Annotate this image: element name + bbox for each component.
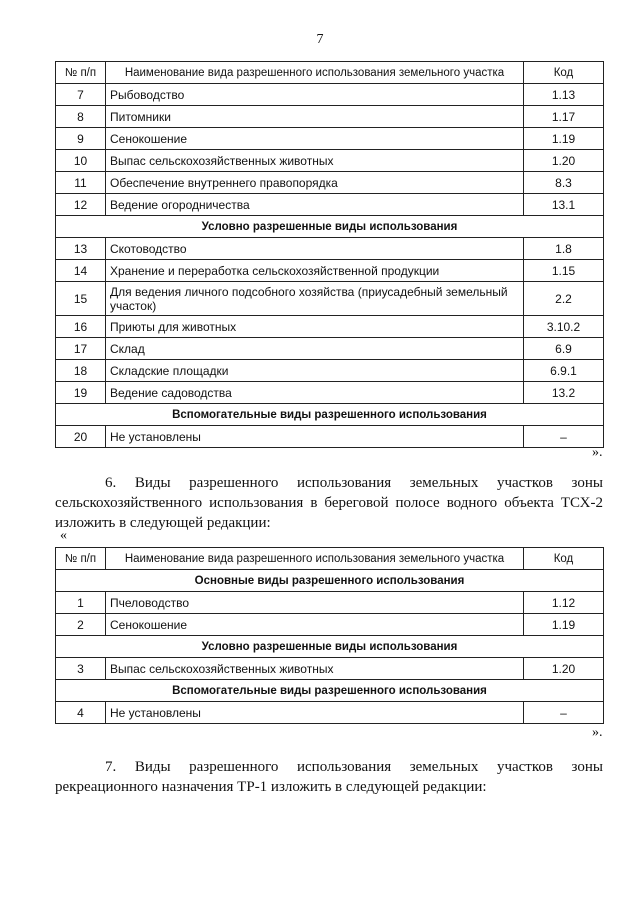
row-code: 8.3 [524,172,604,194]
row-name: Не установлены [106,702,524,724]
table-row [56,282,604,316]
paragraph-6-first-line: 6. Виды разрешенного использования земельных участков зоны [105,475,603,491]
table-row [56,382,604,404]
table-row [56,172,604,194]
header-code: Код [524,62,604,84]
table-header-row [56,548,604,570]
section-title-conditional: Условно разрешенные виды использования [56,216,604,238]
section-title-auxiliary: Вспомогательные виды разрешенного использования [56,404,604,426]
table-row [56,84,604,106]
row-name: Пчеловодство [106,592,524,614]
row-code: 1.20 [524,150,604,172]
row-num: 19 [56,382,106,404]
row-num: 1 [56,592,106,614]
row-code: 13.1 [524,194,604,216]
table-row [56,702,604,724]
paragraph-7-first-line: 7. Виды разрешенного использования земельных участков зоны [105,759,603,775]
row-name: Скотоводство [106,238,524,260]
table-header-row [56,62,604,84]
row-num: 13 [56,238,106,260]
paragraph-6 [55,473,603,533]
row-num: 2 [56,614,106,636]
table-row [56,592,604,614]
row-code: 1.19 [524,614,604,636]
row-num: 9 [56,128,106,150]
row-name: Рыбоводство [106,84,524,106]
page-number: 7 [316,32,324,47]
row-num: 3 [56,658,106,680]
row-num: 4 [56,702,106,724]
land-use-table-2 [55,547,604,724]
table-row [56,658,604,680]
paragraph-7 [55,757,603,797]
row-code: 1.20 [524,658,604,680]
table-row [56,260,604,282]
row-name: Обеспечение внутреннего правопорядка [106,172,524,194]
row-name: Сенокошение [106,614,524,636]
row-name: Выпас сельскохозяйственных животных [106,150,524,172]
row-num: 14 [56,260,106,282]
table-row [56,150,604,172]
table-row [56,338,604,360]
opening-quote: « [60,528,67,543]
row-num: 11 [56,172,106,194]
section-row-auxiliary [56,404,604,426]
table-row [56,128,604,150]
closing-quote: ». [592,445,603,460]
row-num: 17 [56,338,106,360]
table-row [56,316,604,338]
table-row [56,106,604,128]
section-row-conditional [56,216,604,238]
row-name: Хранение и переработка сельскохозяйственной продукции [106,260,524,282]
row-code: – [524,426,604,448]
row-num: 10 [56,150,106,172]
header-code: Код [524,548,604,570]
table-row [56,194,604,216]
table-row [56,426,604,448]
section-title-main: Основные виды разрешенного использования [56,570,604,592]
row-name: Ведение огородничества [106,194,524,216]
section-row-auxiliary [56,680,604,702]
row-code: 3.10.2 [524,316,604,338]
row-code: 6.9 [524,338,604,360]
table-row [56,238,604,260]
row-code: 6.9.1 [524,360,604,382]
row-code: 2.2 [524,282,604,316]
row-code: 1.13 [524,84,604,106]
header-name: Наименование вида разрешенного использования земельного участка [106,62,524,84]
row-num: 7 [56,84,106,106]
row-name: Выпас сельскохозяйственных животных [106,658,524,680]
land-use-table-1 [55,61,604,448]
row-num: 20 [56,426,106,448]
row-code: – [524,702,604,724]
section-row-conditional [56,636,604,658]
row-num: 12 [56,194,106,216]
header-name: Наименование вида разрешенного использования земельного участка [106,548,524,570]
row-code: 1.17 [524,106,604,128]
paragraph-6-text: сельскохозяйственного использования в береговой полосе водного объекта ТСХ-2 изложить в следующей редакции: [55,495,603,531]
row-num: 16 [56,316,106,338]
row-name: Приюты для животных [106,316,524,338]
closing-quote: ». [592,725,603,740]
row-code: 13.2 [524,382,604,404]
paragraph-7-text: рекреационного назначения ТР-1 изложить в следующей редакции: [55,779,487,795]
row-name: Сенокошение [106,128,524,150]
row-name: Питомники [106,106,524,128]
row-name: Ведение садоводства [106,382,524,404]
row-name: Для ведения личного подсобного хозяйства (приусадебный земельный участок) [106,282,524,316]
row-name: Складские площадки [106,360,524,382]
section-row-main [56,570,604,592]
section-title-conditional: Условно разрешенные виды использования [56,636,604,658]
row-name: Склад [106,338,524,360]
table-row [56,614,604,636]
section-title-auxiliary: Вспомогательные виды разрешенного использования [56,680,604,702]
row-name: Не установлены [106,426,524,448]
row-num: 8 [56,106,106,128]
row-code: 1.8 [524,238,604,260]
header-num: № п/п [56,548,106,570]
row-code: 1.15 [524,260,604,282]
row-code: 1.12 [524,592,604,614]
header-num: № п/п [56,62,106,84]
row-code: 1.19 [524,128,604,150]
row-num: 18 [56,360,106,382]
row-num: 15 [56,282,106,316]
table-row [56,360,604,382]
